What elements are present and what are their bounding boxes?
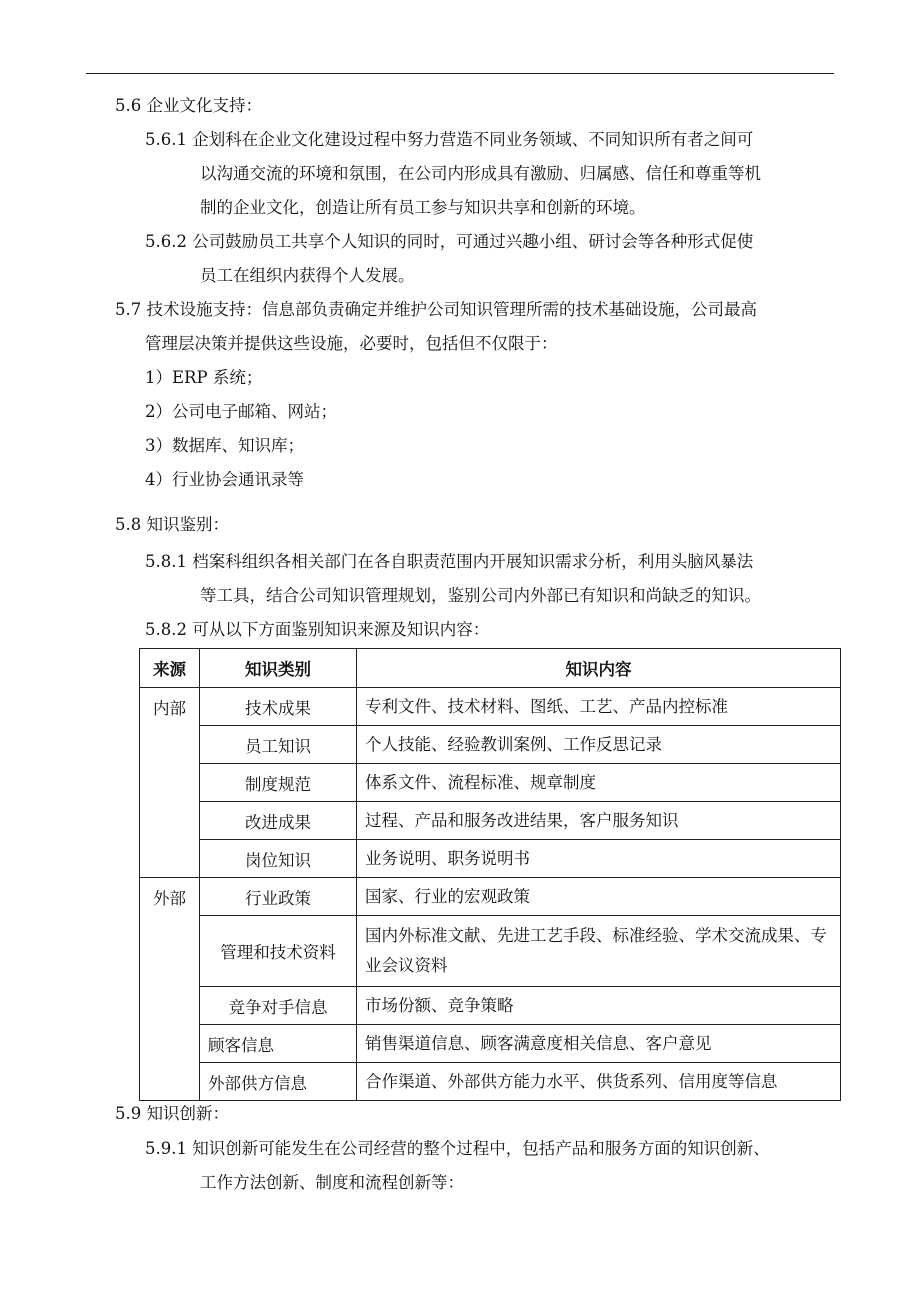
header-content: 知识内容 — [357, 649, 841, 688]
table-header-row — [140, 649, 841, 688]
table-row — [140, 802, 841, 840]
table-row — [140, 987, 841, 1025]
table-row — [140, 916, 841, 987]
section-5-7: 5.7 技术设施支持：信息部负责确定并维护公司知识管理所需的技术基础设施，公司最高 管理层决策并提供这些设施，必要时，包括但不仅限于： — [115, 300, 757, 353]
category-cell: 管理和技术资料 — [200, 916, 357, 987]
content-cell: 专利文件、技术材料、图纸、工艺、产品内控标准 — [357, 688, 841, 726]
category-cell: 岗位知识 — [200, 840, 357, 878]
knowledge-table — [139, 648, 841, 1101]
section-5-8-1: 5.8.1 档案科组织各相关部门在各自职责范围内开展知识需求分析，利用头脑风暴法 等工具，结合公司知识管理规划，鉴别公司内外部已有知识和尚缺乏的知识。 — [145, 552, 761, 605]
content-cell: 国内外标准文献、先进工艺手段、标准经验、学术交流成果、专业会议资料 — [357, 916, 841, 987]
content-cell: 业务说明、职务说明书 — [357, 840, 841, 878]
content-cell: 个人技能、经验教训案例、工作反思记录 — [357, 726, 841, 764]
header-category: 知识类别 — [200, 649, 357, 688]
category-cell: 外部供方信息 — [200, 1063, 357, 1101]
header-rule — [86, 73, 834, 74]
content-cell: 销售渠道信息、顾客满意度相关信息、客户意见 — [357, 1025, 841, 1063]
table-row — [140, 688, 841, 726]
list-item: 2）公司电子邮箱、网站； — [145, 402, 337, 421]
category-cell: 顾客信息 — [200, 1025, 357, 1063]
section-5-8-heading: 5.8 知识鉴别： — [115, 515, 229, 534]
table-row — [140, 726, 841, 764]
category-cell: 技术成果 — [200, 688, 357, 726]
section-5-6-2: 5.6.2 公司鼓励员工共享个人知识的同时，可通过兴趣小组、研讨会等各种形式促使 员工在组织内获得个人发展。 — [145, 232, 754, 285]
content-cell: 国家、行业的宏观政策 — [357, 878, 841, 916]
list-item: 3）数据库、知识库； — [145, 436, 304, 455]
content-cell: 体系文件、流程标准、规章制度 — [357, 764, 841, 802]
table-row — [140, 1063, 841, 1101]
section-5-9-heading: 5.9 知识创新： — [115, 1104, 229, 1123]
list-item: 1）ERP 系统； — [145, 368, 263, 387]
category-cell: 制度规范 — [200, 764, 357, 802]
section-5-6-1: 5.6.1 企划科在企业文化建设过程中努力营造不同业务领域、不同知识所有者之间可 以沟通交流的环境和氛围，在公司内形成具有激励、归属感、信任和尊重等机 制的企业文化，创造让所有员工参与知识共享和创新的环境。 — [145, 130, 761, 217]
table-row — [140, 1025, 841, 1063]
section-5-9-1: 5.9.1 知识创新可能发生在公司经营的整个过程中，包括产品和服务方面的知识创新、 工作方法创新、制度和流程创新等： — [145, 1139, 770, 1192]
table-row — [140, 840, 841, 878]
content-cell: 合作渠道、外部供方能力水平、供货系列、信用度等信息 — [357, 1063, 841, 1101]
table-row — [140, 878, 841, 916]
category-cell: 行业政策 — [200, 878, 357, 916]
section-5-8-2: 5.8.2 可从以下方面鉴别知识来源及知识内容： — [145, 620, 490, 639]
section-5-6-heading: 5.6 企业文化支持： — [115, 96, 262, 115]
header-source: 来源 — [140, 649, 200, 688]
category-cell: 员工知识 — [200, 726, 357, 764]
content-cell: 过程、产品和服务改进结果，客户服务知识 — [357, 802, 841, 840]
source-internal: 内部 — [140, 688, 200, 878]
infrastructure-list — [145, 361, 337, 497]
source-external: 外部 — [140, 878, 200, 1101]
content-cell: 市场份额、竞争策略 — [357, 987, 841, 1025]
table-row — [140, 764, 841, 802]
list-item: 4）行业协会通讯录等 — [145, 470, 304, 489]
category-cell: 竞争对手信息 — [200, 987, 357, 1025]
category-cell: 改进成果 — [200, 802, 357, 840]
